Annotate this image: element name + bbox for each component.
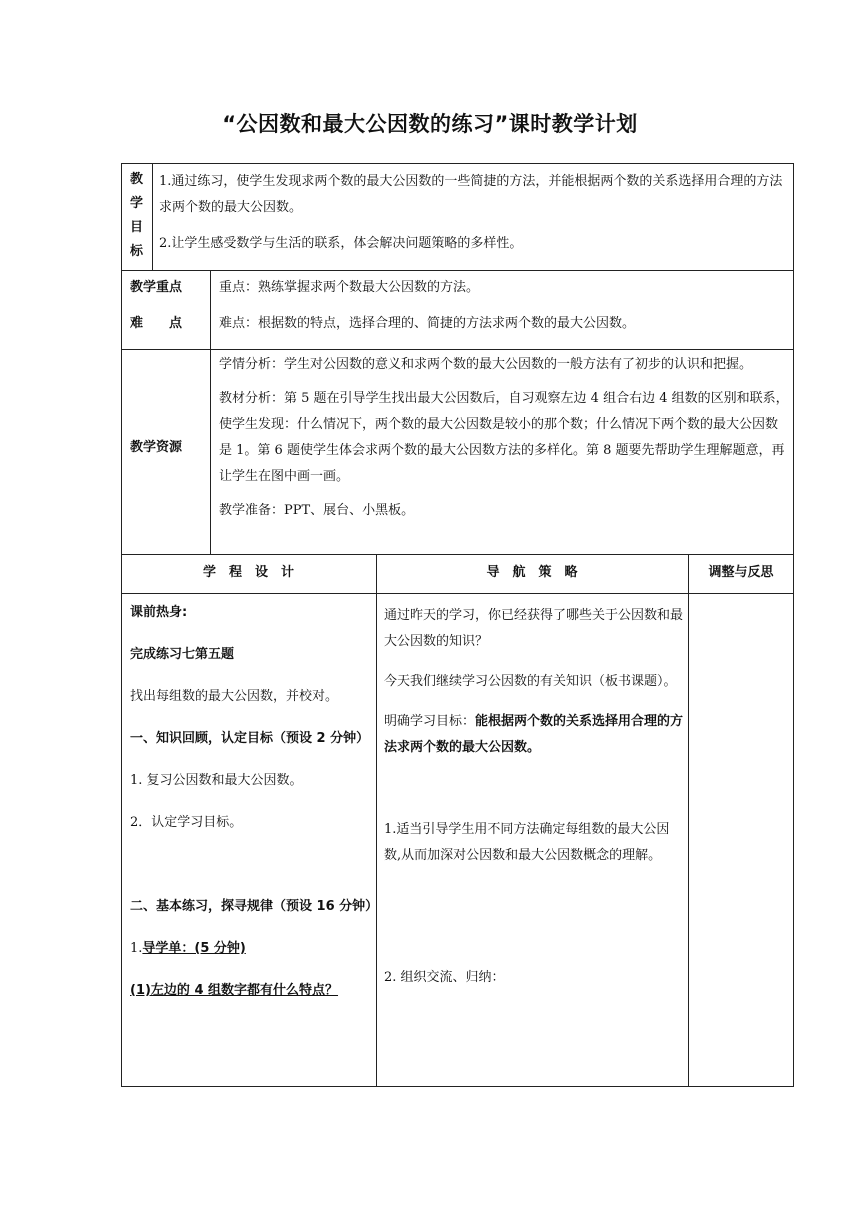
strategy-header: 导 航 策 略 (486, 565, 578, 580)
col-divider (152, 163, 153, 270)
section-1-item: 2．认定学习目标。 (130, 815, 243, 830)
student-analysis: 学情分析：学生对公因数的意义和求两个数的最大公因数的一般方法有了初步的认识和把握。 (219, 357, 753, 372)
objective-item: 2.让学生感受数学与生活的联系，体会解决问题策略的多样性。 (159, 236, 523, 251)
strategy-paragraph: 2. 组织交流、归纳： (384, 970, 505, 985)
resources-content (219, 352, 789, 524)
lesson-plan-table (121, 163, 794, 1087)
col-divider (210, 270, 211, 554)
row-divider (121, 593, 794, 594)
section-2-question: (1)左边的 4 组数字都有什么特点？ (130, 983, 339, 998)
section-2: 二、基本练习，探寻规律（预设 16 分钟） (130, 899, 379, 914)
strategy-paragraph: 明确学习目标：能根据两个数的关系选择用合理的方法求两个数的最大公因数。 (384, 714, 684, 755)
key-points-content (219, 275, 789, 337)
resources-label: 教学资源 (130, 440, 183, 455)
objectives-content (159, 169, 789, 257)
col-divider (376, 554, 377, 1087)
preparation: 教学准备：PPT、展台、小黑板。 (219, 503, 415, 518)
design-column (130, 600, 379, 1004)
strategy-paragraph: 1.适当引导学生用不同方法确定每组数的最大公因数,从而加深对公因数和最大公因数概念的理解。 (384, 822, 670, 863)
key-point: 重点：熟练掌握求两个数最大公因数的方法。 (219, 280, 480, 295)
row-divider (121, 270, 794, 271)
strategy-column (384, 603, 684, 991)
design-header: 学 程 设 计 (202, 565, 294, 580)
page-title: “公因数和最大公因数的练习”课时教学计划 (222, 112, 638, 136)
section-2-item: 1.导学单：(5 分钟) (130, 941, 246, 956)
section-1: 一、知识回顾，认定目标（预设 2 分钟） (130, 731, 370, 746)
difficult-point: 难点：根据数的特点，选择合理的、简捷的方法求两个数的最大公因数。 (219, 316, 636, 331)
textbook-analysis: 教材分析：第 5 题在引导学生找出最大公因数后，自习观察左边 4 组合右边 4 组数的区别和联系，使学生发现：什么情况下，两个数的最大公因数是较小的那个数；什么情况下两个数的最大公因数是 1。第 6 题使学生体会求两个数的最大公因数方法的多样化。第 8 题要先帮助学生理解题意，再让学生在图中画一画。 (219, 391, 789, 484)
warmup-task: 完成练习七第五题 (130, 647, 235, 662)
objective-item: 1.通过练习，使学生发现求两个数的最大公因数的一些简捷的方法，并能根据两个数的关系选择用合理的方法求两个数的最大公因数。 (159, 174, 783, 215)
warmup-title: 课前热身: (130, 605, 188, 620)
strategy-paragraph: 今天我们继续学习公因数的有关知识（板书课题）。 (384, 674, 677, 689)
col-divider (688, 554, 689, 1087)
objectives-label: 教 学 目 标 (129, 172, 143, 259)
section-1-item: 1. 复习公因数和最大公因数。 (130, 773, 303, 788)
key-points-label: 教学重点 难 点 (130, 280, 183, 331)
strategy-paragraph: 通过昨天的学习，你已经获得了哪些关于公因数和最大公因数的知识？ (384, 608, 684, 649)
row-divider (121, 554, 794, 555)
reflection-header: 调整与反思 (708, 565, 774, 580)
warmup-desc: 找出每组数的最大公因数，并校对。 (130, 689, 339, 704)
row-divider (121, 349, 794, 350)
